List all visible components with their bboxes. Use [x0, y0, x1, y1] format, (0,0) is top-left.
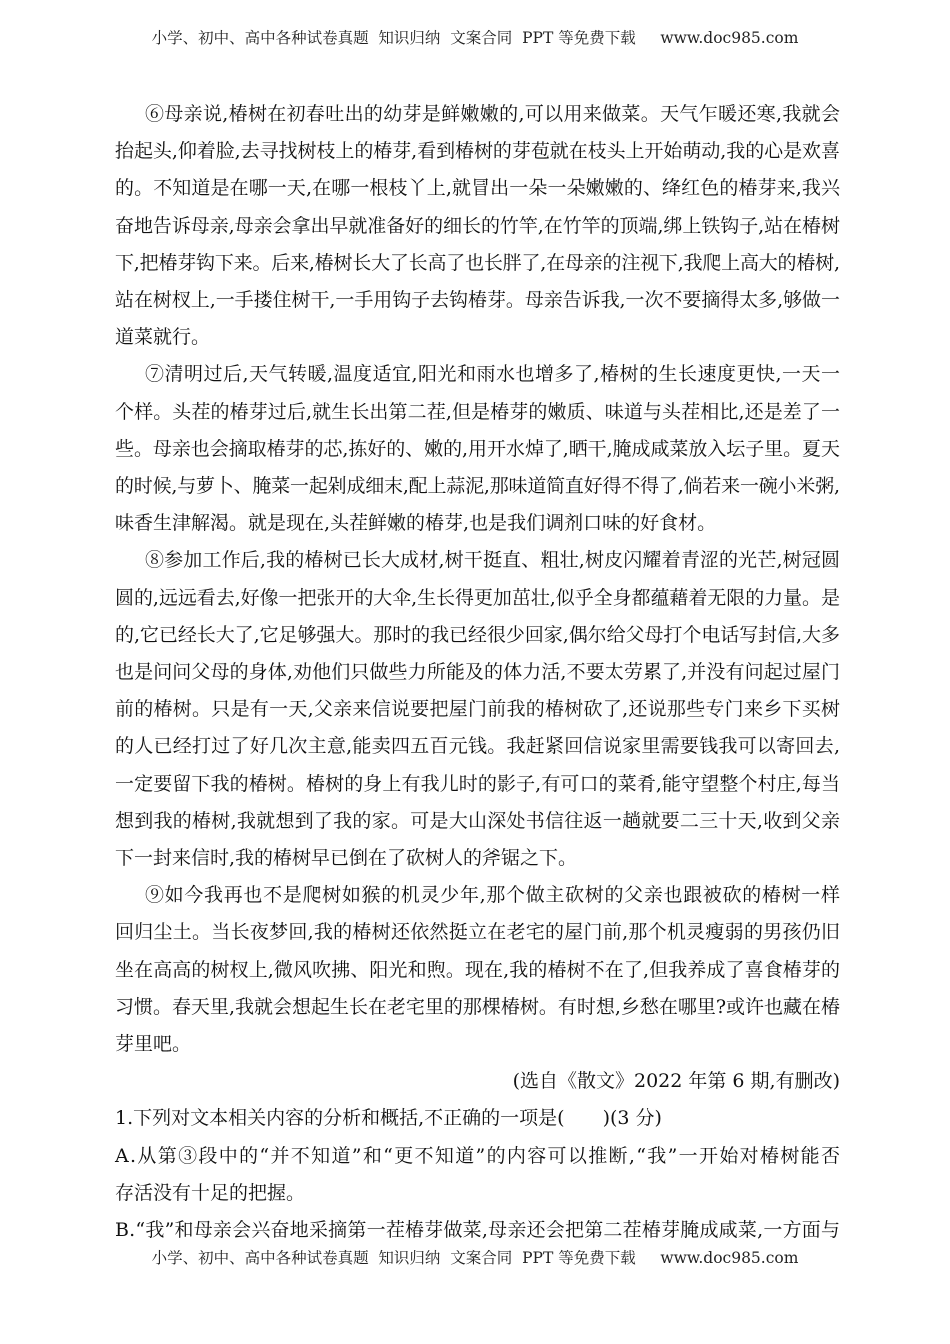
paragraph-line: 芽里吧。: [115, 1033, 192, 1055]
paragraph-line: ⑧参加工作后,我的椿树已长大成材,树干挺直、粗壮,树皮闪耀着青涩的光芒,树冠圆: [145, 549, 841, 572]
paragraph-line: 的时候,与萝卜、腌菜一起剁成细末,配上蒜泥,那味道简直好得不得了,倘若来一碗小米粥,: [115, 475, 840, 497]
answer-option-line: 存活没有十足的把握。: [115, 1181, 306, 1204]
paragraph-line: 道菜就行。: [115, 326, 211, 349]
paragraph-line: ⑥母亲说,椿树在初春吐出的幼芽是鲜嫩嫩的,可以用来做菜。天气乍暖还寒,我就会: [145, 103, 841, 125]
paragraph-line: 下,把椿芽钩下来。后来,椿树长大了长高了也长胖了,在母亲的注视下,我爬上高大的椿树,: [115, 251, 840, 274]
paragraph-line: 站在树杈上,一手搂住树干,一手用钩子去钩椿芽。母亲告诉我,一次不要摘得太多,够做一: [115, 289, 840, 311]
paragraph-line: 圆的,远远看去,好像一把张开的大伞,生长得更加茁壮,似乎全身都蕴藉着无限的力量。是: [115, 586, 840, 609]
paragraph-line: 味香生津解渴。就是现在,头茬鲜嫩的椿芽,也是我们调剂口味的好食材。: [115, 512, 717, 535]
paragraph-line: ⑨如今我再也不是爬树如猴的机灵少年,那个做主砍树的父亲也跟被砍的椿树一样: [145, 884, 841, 907]
paragraph-line: 一定要留下我的椿树。椿树的身上有我儿时的影子,有可口的菜肴,能守望整个村庄,每当: [115, 772, 841, 795]
paragraph-line: 的,它已经长大了,它足够强大。那时的我已经很少回家,偶尔给父母打个电话写封信,大多: [115, 623, 840, 646]
paragraph-line: 些。母亲也会摘取椿芽的芯,拣好的、嫩的,用开水焯了,晒干,腌成咸菜放入坛子里。夏天: [115, 437, 840, 460]
paragraph-line: 个样。头茬的椿芽过后,就生长出第二茬,但是椿芽的嫩质、味道与头茬相比,还是差了一: [115, 400, 841, 423]
paragraph-line: 奋地告诉母亲,母亲会拿出早就准备好的细长的竹竿,在竹竿的顶端,绑上铁钩子,站在椿树: [115, 214, 840, 237]
paragraph-line: 坐在高高的树杈上,微风吹拂、阳光和煦。现在,我的椿树不在了,但我养成了喜食椿芽的: [115, 958, 841, 981]
question-stem: 1.下列对文本相关内容的分析和概括,不正确的一项是( )(3 分): [115, 1107, 662, 1130]
paragraph-line: 想到我的椿树,我就想到了我的家。可是大山深处书信往返一趟就要二三十天,收到父亲: [115, 809, 841, 832]
paragraph-line: 的人已经打过了好几次主意,能卖四五百元钱。我赶紧回信说家里需要钱我可以寄回去,: [115, 735, 841, 758]
paragraph-line: 的。不知道是在哪一天,在哪一根枝丫上,就冒出一朵一朵嫩嫩的、绛红色的椿芽来,我兴: [115, 177, 841, 200]
answer-option-line: A.从第③段中的“并不知道”和“更不知道”的内容可以推断,“我”一开始对椿树能否: [115, 1144, 842, 1167]
paragraph-line: 也是问问父母的身体,劝他们只做些力所能及的体力活,不要太劳累了,并没有问起过屋门: [115, 661, 841, 683]
source-citation: (选自《散文》2022 年第 6 期,有删改): [512, 1070, 840, 1093]
paragraph-line: 回归尘土。当长夜梦回,我的椿树还依然挺立在老宅的屋门前,那个机灵瘦弱的男孩仍旧: [115, 921, 841, 944]
paragraph-line: 下一封来信时,我的椿树早已倒在了砍树人的斧锯之下。: [115, 847, 578, 869]
paragraph-line: 抬起头,仰着脸,去寻找树枝上的椿芽,看到椿树的芽苞就在枝头上开始萌动,我的心是欢喜: [115, 140, 840, 163]
answer-option-line: B.“我”和母亲会兴奋地采摘第一茬椿芽做菜,母亲还会把第二茬椿芽腌成咸菜,一方面与: [115, 1219, 841, 1241]
paragraph-line: 习惯。春天里,我就会想起生长在老宅里的那棵椿树。有时想,乡愁在哪里?或许也藏在椿: [115, 995, 840, 1018]
page-header-banner: 小学、初中、高中各种试卷真题 知识归纳 文案合同 PPT 等免费下载 www.doc985.com: [151, 29, 799, 47]
paragraph-line: ⑦清明过后,天气转暖,温度适宜,阳光和雨水也增多了,椿树的生长速度更快,一天一: [145, 363, 841, 386]
paragraph-line: 前的椿树。只是有一天,父亲来信说要把屋门前我的椿树砍了,还说那些专门来乡下买树: [115, 698, 841, 721]
page-footer-banner: 小学、初中、高中各种试卷真题 知识归纳 文案合同 PPT 等免费下载 www.doc985.com: [151, 1249, 799, 1267]
